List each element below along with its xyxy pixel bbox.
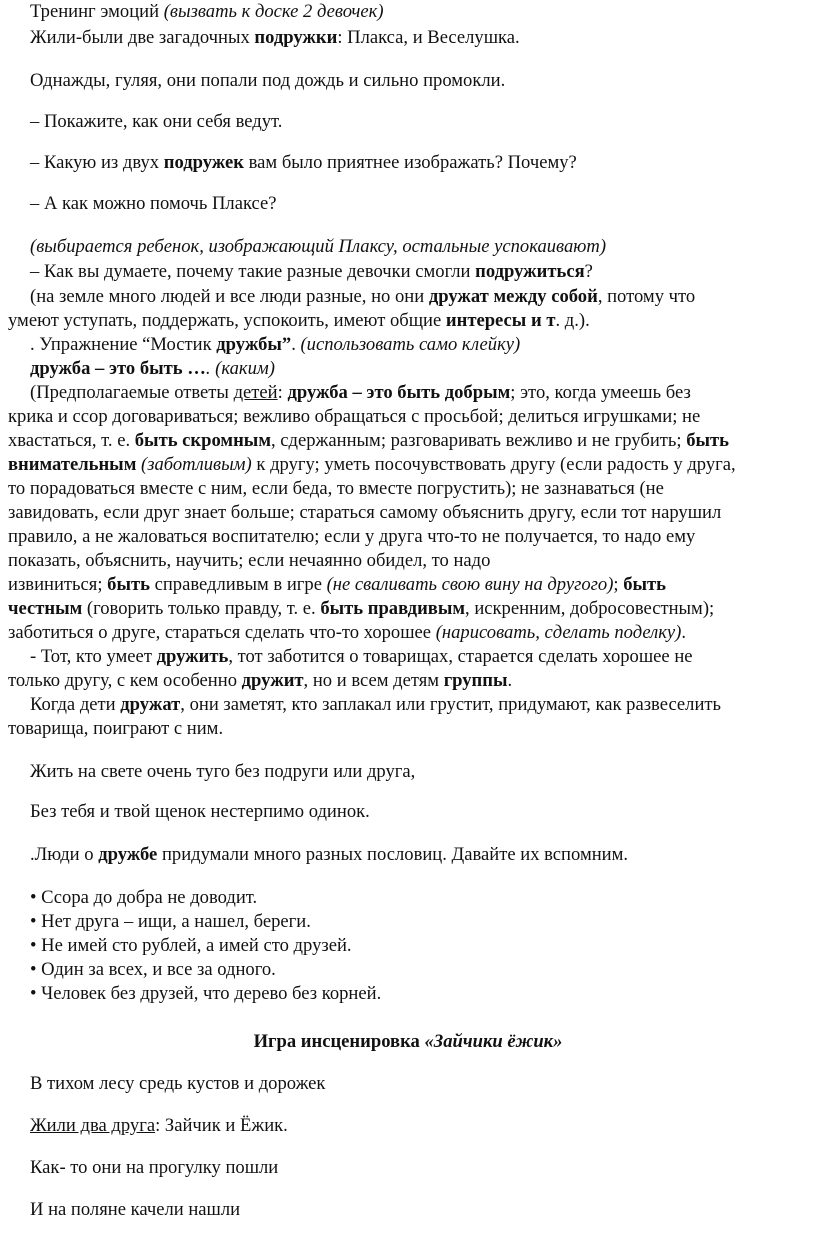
poem-line: Без тебя и твой щенок нестерпимо одинок. [30,801,370,822]
list-item: • Человек без друзей, что дерево без корней. [30,983,382,1004]
text-line: заботиться о друге, стараться сделать что-то хорошее (нарисовать, сделать поделку). [8,622,687,643]
section-heading: Игра инсценировка «Зайчики ёжик» [253,1031,563,1052]
text-line: (на земле много людей и все люди разные, но они дружат между собой, потому что [30,286,696,307]
text-line: то порадоваться вместе с ним, если беда, то вместе погрустить); не зазнаваться (не [8,478,664,499]
text-line: Жили-были две загадочных подружки: Плакса, и Веселушка. [30,27,520,48]
poem-line: В тихом лесу средь кустов и дорожек [30,1073,326,1094]
text-line: – Покажите, как они себя ведут. [30,111,283,132]
text-line: честным (говорить только правду, т. е. быть правдивым, искренним, добросовестным); [8,598,715,619]
text-line: извиниться; быть справедливым в игре (не сваливать свою вину на другого); быть [8,574,667,595]
text-line: - Тот, кто умеет дружить, тот заботится о товарищах, старается сделать хорошее не [30,646,693,667]
text-line: крика и ссор договариваться; вежливо обращаться с просьбой; делиться игрушками; не [8,406,701,427]
text-line: только другу, с кем особенно дружит, но и всем детям группы. [8,670,513,691]
text-line: умеют уступать, поддержать, успокоить, имеют общие интересы и т. д.). [8,310,590,331]
text-line: – А как можно помочь Плаксе? [30,193,277,214]
list-item: • Нет друга – ищи, а нашел, береги. [30,911,311,932]
text-line: хвастаться, т. е. быть скромным, сдержанным; разговаривать вежливо и не грубить; быть [8,430,729,451]
text-line: – Как вы думаете, почему такие разные девочки смогли подружиться? [30,261,593,282]
text-line: завидовать, если друг знает больше; стараться самому объяснить другу, если тот нарушил [8,502,722,523]
text-line: .Люди о дружбе придумали много разных пословиц. Давайте их вспомним. [30,844,629,865]
poem-line: Как- то они на прогулку пошли [30,1157,279,1178]
text-line: Однажды, гуляя, они попали под дождь и сильно промокли. [30,70,506,91]
poem-line: Жили два друга: Зайчик и Ёжик. [30,1115,288,1136]
text-line: (выбирается ребенок, изображающий Плаксу, остальные успокаивают) [30,236,607,257]
text-line: показать, объяснить, научить; если нечаянно обидел, то надо [8,550,491,571]
text-line: . Упражнение “Мостик дружбы”. (использовать само клейку) [30,334,521,355]
poem-line: Жить на свете очень туго без подруги или друга, [30,761,416,782]
text-line: товарища, поиграют с ним. [8,718,224,739]
text-line: (Предполагаемые ответы детей: дружба – это быть добрым; это, когда умеешь без [30,382,691,403]
text-line: Когда дети дружат, они заметят, кто заплакал или грустит, придумают, как развеселить [30,694,722,715]
text-line: дружба – это быть …. (каким) [30,358,275,379]
text-line: внимательным (заботливым) к другу; уметь посочувствовать другу (если радость у друга, [8,454,736,475]
text-line: правило, а не жаловаться воспитателю; если у друга что-то не получается, то надо ему [8,526,696,547]
list-item: • Не имей сто рублей, а имей сто друзей. [30,935,352,956]
text-line: Тренинг эмоций (вызвать к доске 2 девочек) [30,1,384,22]
text-line: – Какую из двух подружек вам было приятнее изображать? Почему? [30,152,577,173]
list-item: • Один за всех, и все за одного. [30,959,276,980]
poem-line: И на поляне качели нашли [30,1199,241,1220]
list-item: • Ссора до добра не доводит. [30,887,258,908]
